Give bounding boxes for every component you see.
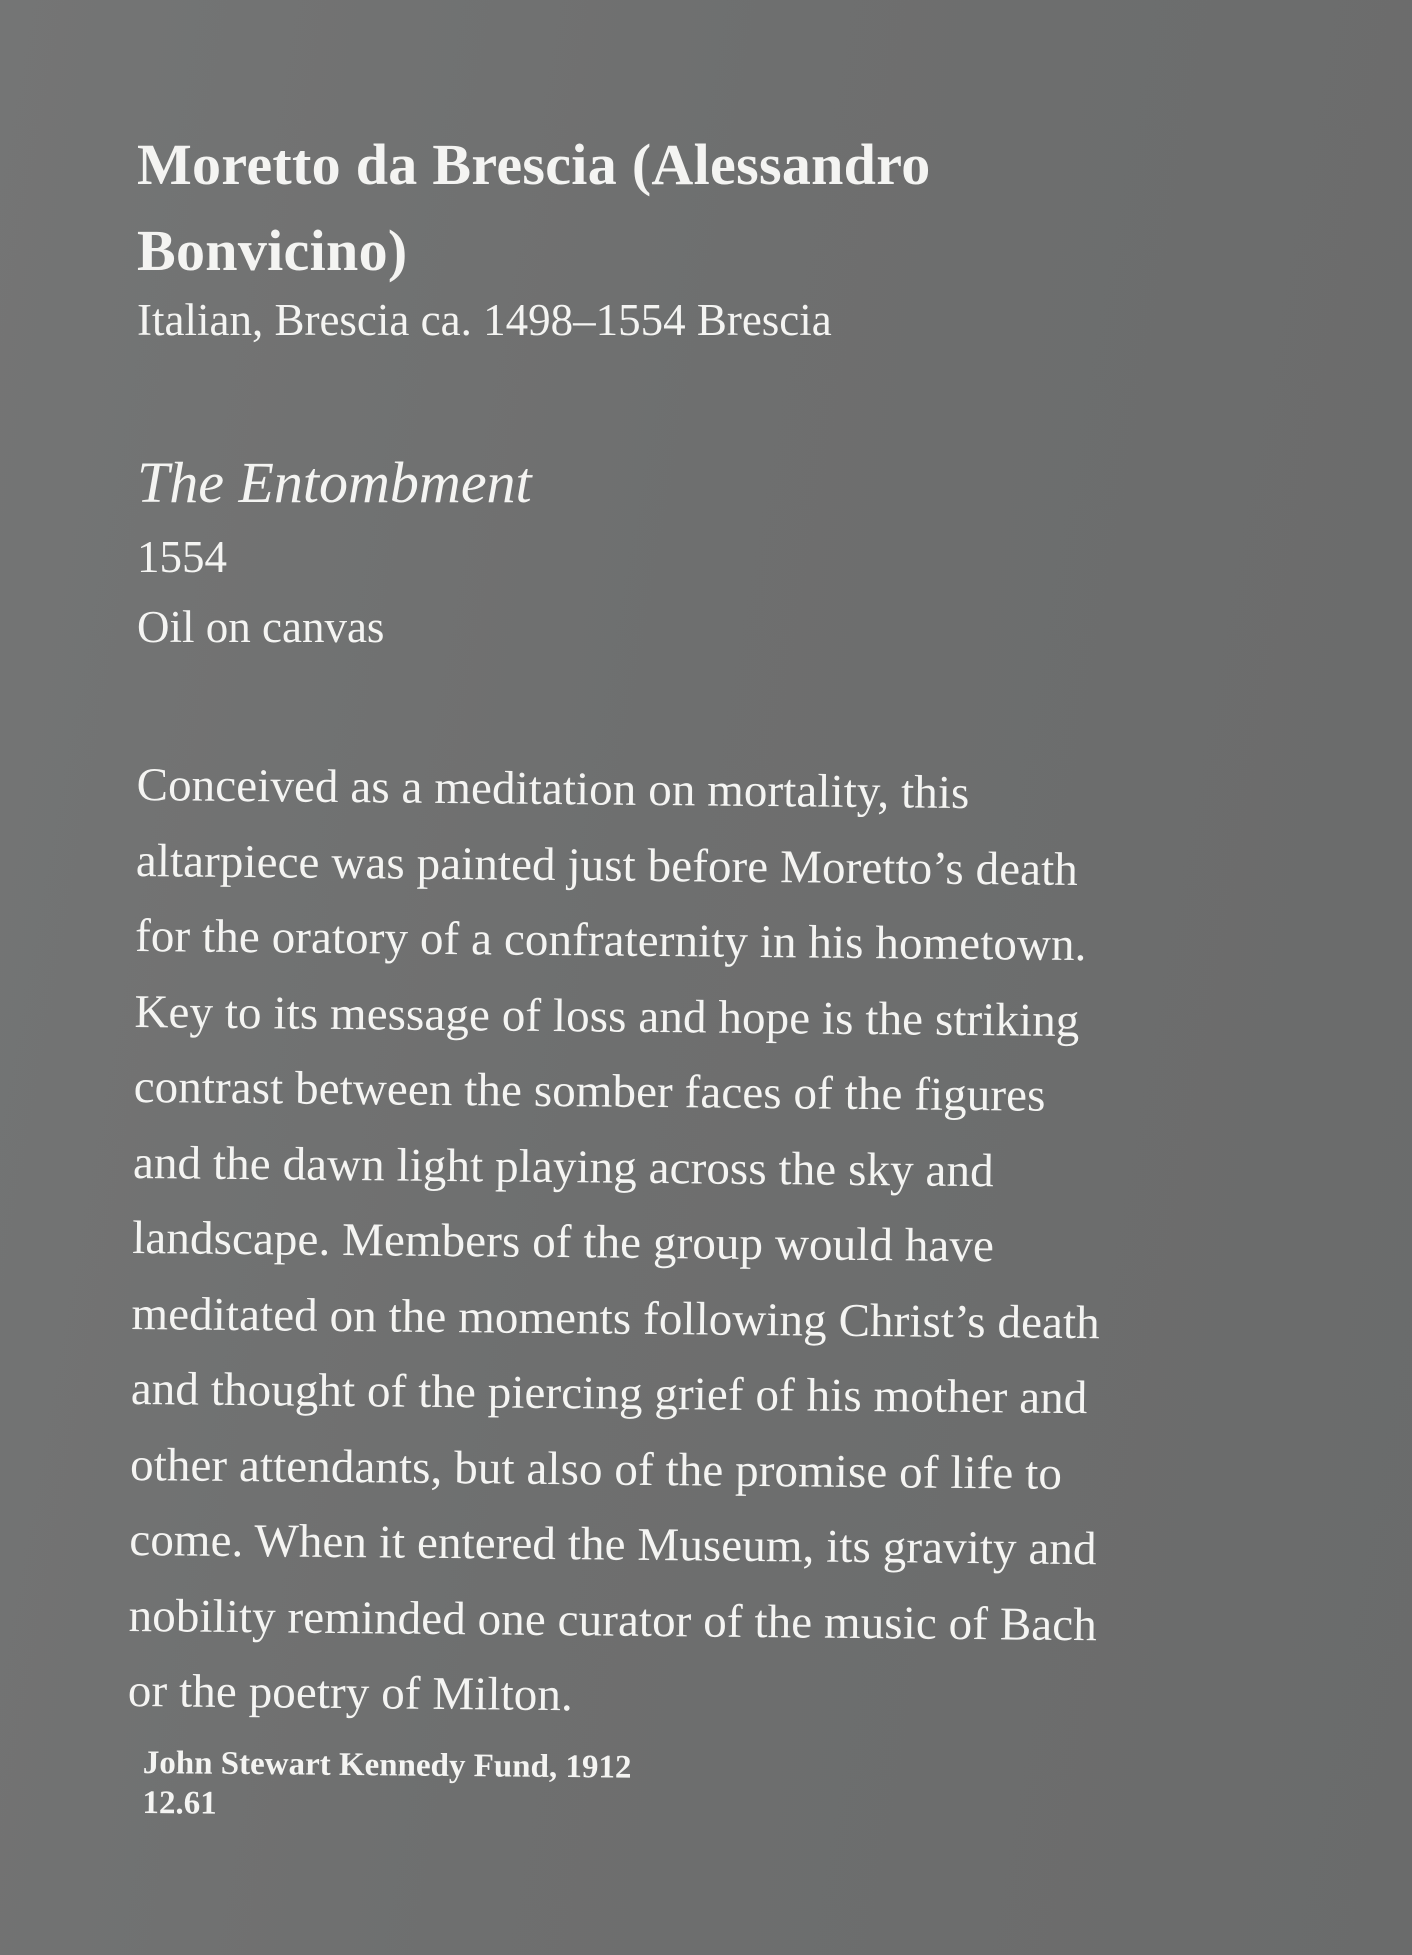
description-paragraph	[128, 748, 1317, 1741]
description-line: landscape. Members of the group would have	[132, 1211, 995, 1273]
artwork-title: The Entombment	[137, 450, 532, 515]
artwork-medium: Oil on canvas	[137, 602, 385, 652]
description-line: Key to its message of loss and hope is the striking	[134, 985, 1080, 1047]
description-line: nobility reminded one curator of the music of Bach	[128, 1589, 1098, 1651]
artist-nationality-dates: Italian, Brescia ca. 1498–1554 Brescia	[137, 295, 832, 345]
accession-number: 12.61	[142, 1784, 217, 1822]
description-line: other attendants, but also of the promise of life to	[129, 1438, 1063, 1500]
artist-name-line-1: Moretto da Brescia (Alessandro	[137, 132, 931, 197]
description-line: altarpiece was painted just before Moretto’s death	[135, 834, 1079, 896]
description-line: meditated on the moments following Christ’s death	[131, 1287, 1101, 1349]
description-line: come. When it entered the Museum, its gravity and	[129, 1513, 1097, 1576]
description-line: or the poetry of Milton.	[127, 1664, 574, 1722]
artist-name	[137, 122, 1137, 294]
description-line: and the dawn light playing across the sky and	[132, 1136, 994, 1197]
description-line: contrast between the somber faces of the figures	[133, 1060, 1046, 1122]
description-line: Conceived as a meditation on mortality, this	[136, 758, 970, 819]
credit-line: John Stewart Kennedy Fund, 1912	[142, 1744, 632, 1786]
artwork-date: 1554	[137, 532, 227, 582]
artist-name-line-2: Bonvicino)	[137, 218, 408, 283]
credit-line-block	[142, 1743, 631, 1828]
description-line: and thought of the piercing grief of his mother and	[130, 1362, 1088, 1425]
description-line: for the oratory of a confraternity in his hometown.	[134, 909, 1087, 972]
